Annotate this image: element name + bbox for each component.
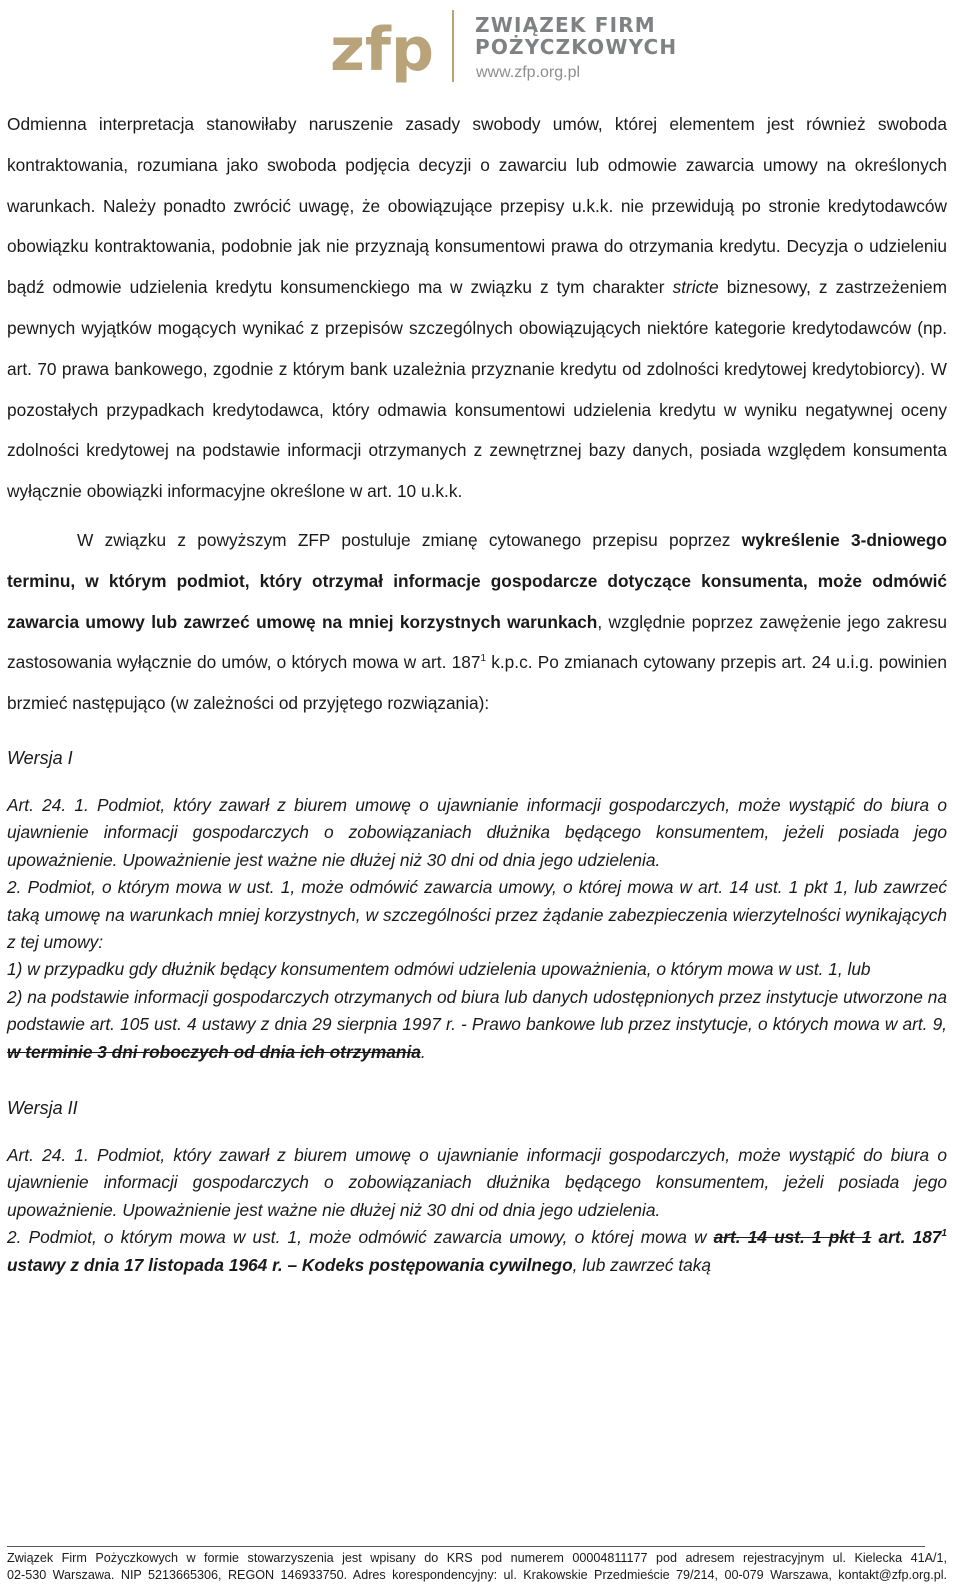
text-segment: 2) na podstawie informacji gospodarczych otrzymanych od biura lub danych udostępnionych przez instytucje utworzone na podstawie art. 105 ust. 4 ustawy z dnia 29 sierpnia 1997 r. - Prawo bankowe lub przez instytucje, o których mowa w art. 9, <box>7 986 947 1035</box>
bold-proposal: wykreślenie 3-dniowego terminu, w którym podmiot, który otrzymał informacje gospodarcze dotyczące konsumenta, może odmówić zawarcia umowy lub zawrzeć umowę na mniej korzystnych warunkach <box>7 529 948 632</box>
text-segment: 2. Podmiot, o którym mowa w ust. 1, może odmówić zawarcia umowy, o której mowa w <box>7 1227 714 1248</box>
text-segment: k.p.c. Po zmianach cytowany przepis art. 24 u.i.g. powinien brzmieć następująco (w zależności od przyjętego rozwiązania): <box>7 652 947 714</box>
logo-divider <box>452 10 454 82</box>
superscript: 1 <box>480 653 487 665</box>
letterhead <box>0 0 960 100</box>
law-paragraph: 2. Podmiot, o którym mowa w ust. 1, może odmówić zawarcia umowy, o której mowa w art. 14 ust. 1 pkt 1, lub zawrzeć taką umowę na warunkach mniej korzystnych, w szczególności przez żądanie zabezpieczenia wierzytelności wynikających z tej umowy: <box>7 877 947 952</box>
paragraph-interpretation <box>7 104 947 512</box>
version-2-title: Wersja II <box>7 1098 78 1119</box>
footer <box>7 1550 947 1584</box>
italic-term: stricte <box>672 277 719 298</box>
org-name-line2: POŻYCZKOWYCH <box>475 35 678 59</box>
inserted-text: art. 187 <box>871 1227 942 1248</box>
inserted-text: ustawy z dnia 17 listopada 1964 r. – Kodeks postępowania cywilnego <box>7 1254 573 1275</box>
version-1-text <box>7 792 947 1066</box>
footer-divider <box>7 1546 925 1547</box>
paragraph-postulate <box>7 520 947 724</box>
org-name-line1: ZWIĄZEK FIRM <box>475 13 656 37</box>
zfp-logo <box>330 8 445 88</box>
org-url: www.zfp.org.pl <box>476 64 581 81</box>
footer-line-1: Związek Firm Pożyczkowych w formie stowarzyszenia jest wpisany do KRS pod numerem 00004811177 pod adresem rejestracyjnym ul. Kielecka 41A/1, <box>7 1551 947 1565</box>
version-1-title: Wersja I <box>7 747 73 768</box>
law-paragraph <box>7 984 947 1066</box>
footer-line-2: 02-530 Warszawa. NIP 5213665306, REGON 146933750. Adres korespondencyjny: ul. Krakowskie Przedmieście 79/214, 00-079 Warszawa, kontakt@zfp.org.pl. <box>7 1568 947 1582</box>
text-segment: , lub zawrzeć taką <box>572 1254 711 1275</box>
law-paragraph <box>7 1224 947 1279</box>
law-paragraph: Art. 24. 1. Podmiot, który zawarł z biurem umowę o ujawnianie informacji gospodarczych, może wystąpić do biura o ujawnienie informacji gospodarczych o zobowiązaniach dłużnika będącego konsumentem, jeżeli posiada jego upoważnienie. Upoważnienie jest ważne nie dłużej niż 30 dni od dnia jego udzielenia. <box>7 794 947 870</box>
law-paragraph: Art. 24. 1. Podmiot, który zawarł z biurem umowę o ujawnianie informacji gospodarczych, może wystąpić do biura o ujawnienie informacji gospodarczych o zobowiązaniach dłużnika będącego konsumentem, jeżeli posiada jego upoważnienie. Upoważnienie jest ważne nie dłużej niż 30 dni od dnia jego udzielenia. <box>7 1145 947 1220</box>
law-paragraph: 1) w przypadku gdy dłużnik będący konsumentem odmówi udzielenia upoważnienia, o którym mowa w ust. 1, lub <box>7 959 871 980</box>
text-segment: Odmienna interpretacja stanowiłaby naruszenie zasady swobody umów, której elementem jest również swoboda kontraktowania, rozumiana jako swoboda podjęcia decyzji o zawarciu lub odmowie zawarcia umowy na określonych warunkach. Należy ponadto zwrócić uwagę, że obowiązujące przepisy u.k.k. nie przewidują po stronie kredytodawców obowiązku kontraktowania, podobnie jak nie przyznają konsumentowi prawa do otrzymania kredytu. Decyzja o udzieleniu bądź odmowie udzielenia kredytu konsumenckiego ma w związku z tym charakter <box>7 114 947 298</box>
org-name <box>475 14 677 58</box>
superscript: 1 <box>941 1228 947 1240</box>
struck-text: art. 14 ust. 1 pkt 1 <box>713 1227 872 1248</box>
version-2-text <box>7 1142 947 1279</box>
text-segment: biznesowy, z zastrzeżeniem pewnych wyjątków mogących wynikać z przepisów szczególnych obowiązujących niektóre kategorie kredytodawców (np. art. 70 prawa bankowego, zgodnie z którym bank uzależnia przyznanie kredytu od zdolności kredytowej kredytobiorcy). W pozostałych przypadkach kredytodawca, który odmawia konsumentowi udzielenia kredytu w wyniku negatywnej oceny zdolności kredytowej na podstawie informacji otrzymanych z zewnętrznej bazy danych, posiada względem konsumenta wyłącznie obowiązki informacyjne określone w art. 10 u.k.k. <box>7 277 948 502</box>
text-segment: W związku z powyższym ZFP postuluje zmianę cytowanego przepisu poprzez <box>77 529 742 550</box>
document-body <box>7 104 947 1279</box>
text-segment: , względnie poprzez zawężenie jego zakresu zastosowania wyłącznie do umów, o których mowa w art. 187 <box>7 611 947 673</box>
text-segment: . <box>420 1041 426 1062</box>
struck-text: w terminie 3 dni roboczych od dnia ich otrzymania <box>7 1041 421 1062</box>
logo-text: zfp <box>330 15 434 85</box>
